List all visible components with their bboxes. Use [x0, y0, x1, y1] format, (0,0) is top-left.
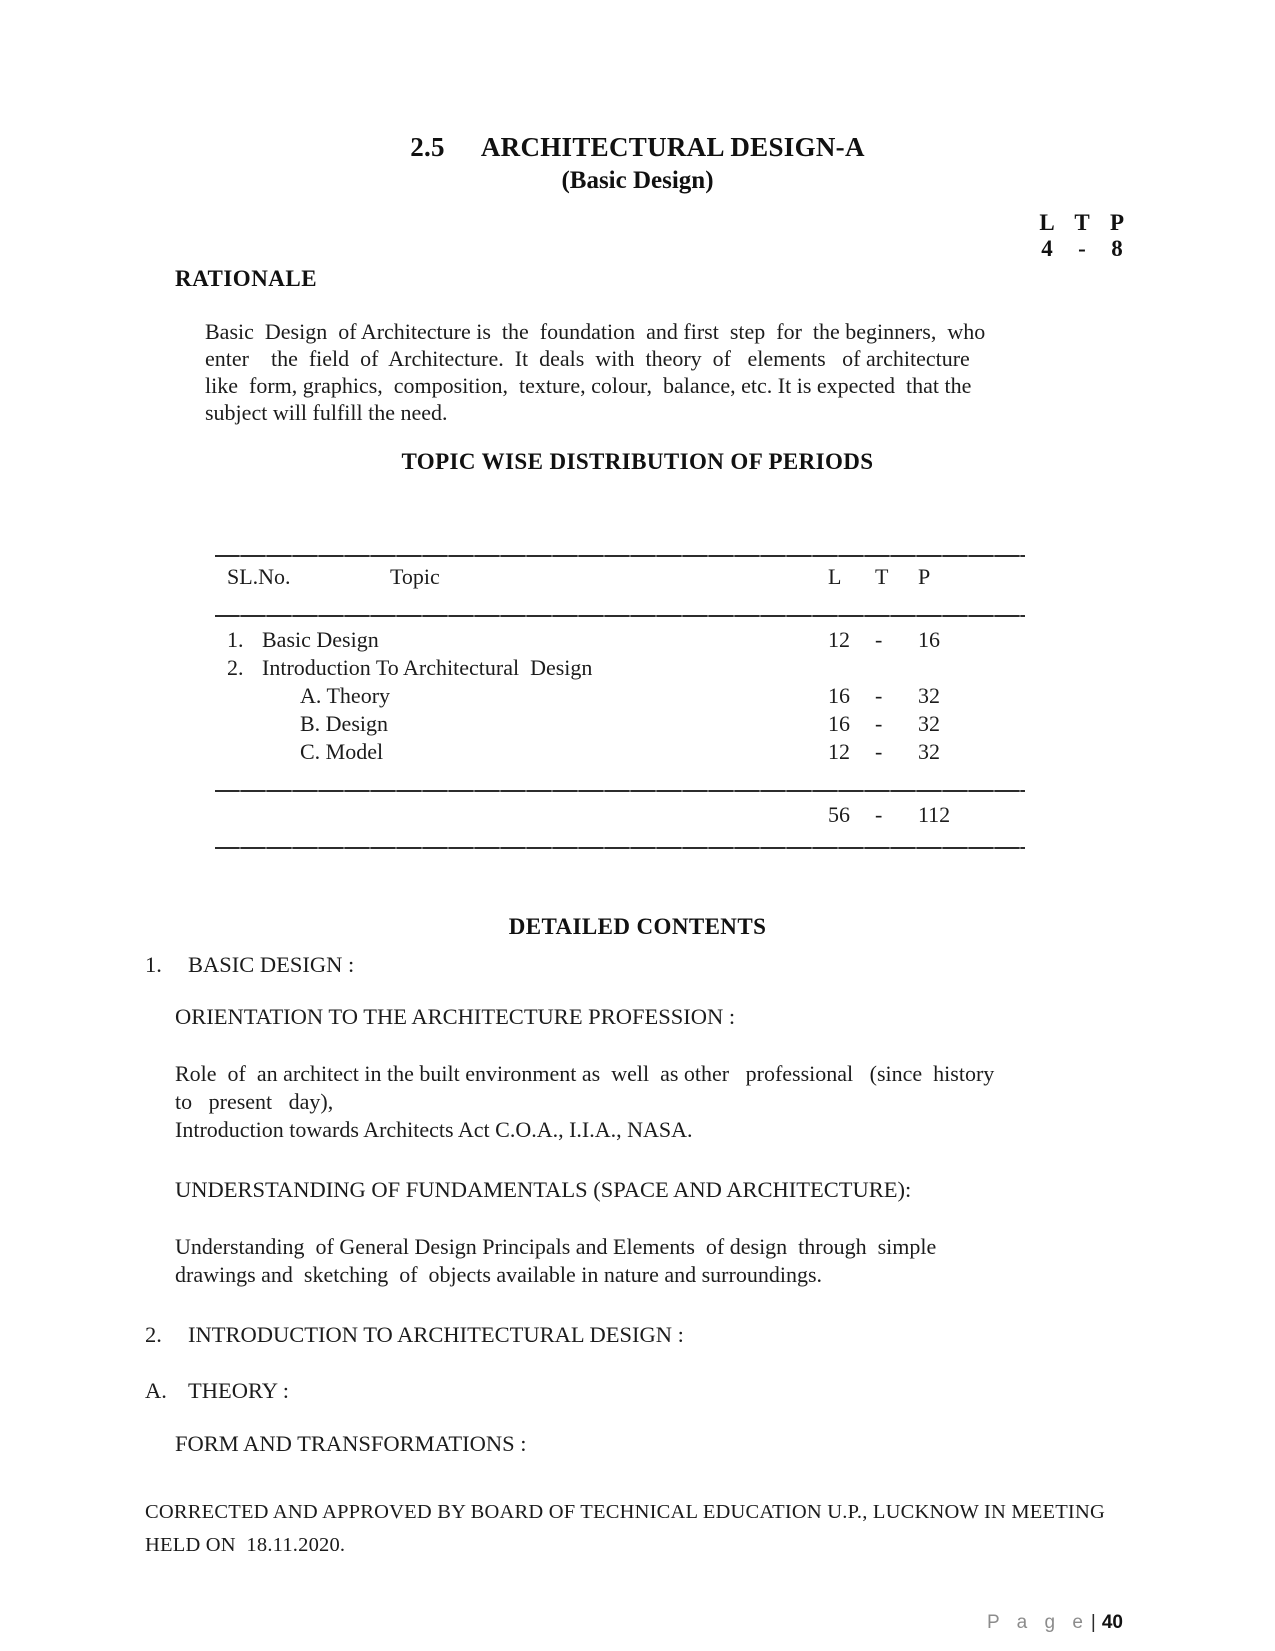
approval-line: HELD ON 18.11.2020.	[145, 1534, 346, 1556]
row-t-value: -	[875, 683, 883, 708]
section-basic-design	[145, 951, 1130, 979]
page-separator: |	[1090, 1612, 1096, 1633]
form-transformations-heading: FORM AND TRANSFORMATIONS :	[175, 1431, 527, 1456]
row-l-value: 16	[828, 683, 850, 708]
rationale-line: Basic Design of Architecture is the foundation and first step for the beginners, who	[205, 319, 986, 344]
course-title: ARCHITECTURAL DESIGN-A	[480, 132, 865, 162]
table-rule-header	[215, 615, 1025, 617]
total-p-value: 112	[918, 802, 951, 827]
row-topic: A. Theory	[300, 683, 391, 708]
ltp-value-t: -	[1078, 236, 1086, 261]
row-number: 1.	[227, 627, 244, 652]
row-l-value: 12	[828, 627, 850, 652]
row-topic: Introduction To Architectural Design	[262, 655, 593, 680]
section-number: 1.	[145, 952, 162, 977]
section-title: INTRODUCTION TO ARCHITECTURAL DESIGN :	[188, 1322, 684, 1347]
total-t-value: -	[875, 802, 883, 827]
row-l-value: 12	[828, 739, 850, 764]
paragraph-line: Introduction towards Architects Act C.O.A., I.I.A., NASA.	[175, 1117, 693, 1142]
periods-table	[215, 555, 1025, 849]
course-number: 2.5	[410, 132, 445, 162]
row-p-value: 32	[918, 711, 940, 736]
table-row	[215, 626, 1025, 654]
rationale-line: enter the field of Architecture. It deals with theory of elements of architecture	[205, 346, 970, 371]
ltp-credits	[1034, 210, 1130, 262]
ltp-label-t: T	[1074, 210, 1090, 235]
column-header-l: L	[828, 564, 842, 589]
row-topic: C. Model	[300, 739, 384, 764]
row-p-value: 16	[918, 627, 940, 652]
table-header-row	[215, 563, 1025, 591]
row-t-value: -	[875, 627, 883, 652]
column-header-topic: Topic	[390, 564, 440, 589]
row-topic: Basic Design	[262, 627, 379, 652]
section-number: A.	[145, 1378, 167, 1403]
page-label: P a g e	[987, 1612, 1089, 1633]
page-number-footer	[987, 1612, 1123, 1634]
ltp-label-p: P	[1109, 210, 1125, 235]
rationale-heading: RATIONALE	[175, 266, 318, 291]
page-title	[145, 130, 1130, 164]
table-rule-top	[215, 555, 1025, 557]
section-title: THEORY :	[188, 1378, 290, 1403]
row-t-value: -	[875, 711, 883, 736]
table-row	[215, 710, 1025, 738]
approval-line: CORRECTED AND APPROVED BY BOARD OF TECHNICAL EDUCATION U.P., LUCKNOW IN MEETING	[145, 1501, 1105, 1523]
row-l-value	[828, 654, 875, 682]
row-p-value: 32	[918, 683, 940, 708]
ltp-value-p: 8	[1111, 236, 1123, 261]
column-header-p: P	[918, 564, 931, 589]
row-p-value: 32	[918, 739, 940, 764]
row-l-value: 16	[828, 711, 850, 736]
periods-table-heading: TOPIC WISE DISTRIBUTION OF PERIODS	[401, 449, 874, 474]
fundamentals-heading: UNDERSTANDING OF FUNDAMENTALS (SPACE AND ARCHITECTURE):	[175, 1177, 912, 1202]
row-t-value	[875, 654, 918, 682]
ltp-value-l: 4	[1041, 236, 1053, 261]
section-title: BASIC DESIGN :	[188, 952, 355, 977]
approval-note	[145, 1496, 1105, 1562]
paragraph-line: Understanding of General Design Principals and Elements of design through simple	[175, 1234, 937, 1259]
fundamentals-paragraph	[175, 1233, 1130, 1289]
page-number: 40	[1101, 1612, 1123, 1633]
orientation-paragraph	[175, 1060, 1130, 1144]
section-theory	[145, 1377, 1130, 1405]
rationale-line: like form, graphics, composition, texture, colour, balance, etc. It is expected that the	[205, 373, 972, 398]
table-row	[215, 654, 1025, 682]
table-body	[215, 626, 1025, 766]
rationale-line: subject will fulfill the need.	[205, 400, 448, 425]
orientation-heading: ORIENTATION TO THE ARCHITECTURE PROFESSION :	[175, 1004, 736, 1029]
course-subtitle: (Basic Design)	[561, 167, 714, 194]
rationale-paragraph	[205, 318, 1130, 426]
table-rule-bottom	[215, 847, 1025, 849]
section-number: 2.	[145, 1322, 162, 1347]
ltp-label-l: L	[1039, 210, 1055, 235]
column-header-t: T	[875, 564, 889, 589]
paragraph-line: to present day),	[175, 1089, 334, 1114]
table-total-row	[215, 801, 1025, 829]
table-row	[215, 682, 1025, 710]
row-number: 2.	[227, 655, 244, 680]
row-t-value: -	[875, 739, 883, 764]
table-rule-total	[215, 790, 1025, 792]
detailed-contents-heading: DETAILED CONTENTS	[508, 914, 767, 939]
column-header-slno: SL.No.	[227, 564, 291, 589]
total-l-value: 56	[828, 802, 850, 827]
table-row	[215, 738, 1025, 766]
section-intro-arch-design	[145, 1321, 1130, 1349]
row-p-value	[918, 654, 1025, 682]
paragraph-line: Role of an architect in the built environment as well as other professional (since history	[175, 1061, 995, 1086]
row-topic: B. Design	[300, 711, 388, 736]
paragraph-line: drawings and sketching of objects available in nature and surroundings.	[175, 1262, 823, 1287]
